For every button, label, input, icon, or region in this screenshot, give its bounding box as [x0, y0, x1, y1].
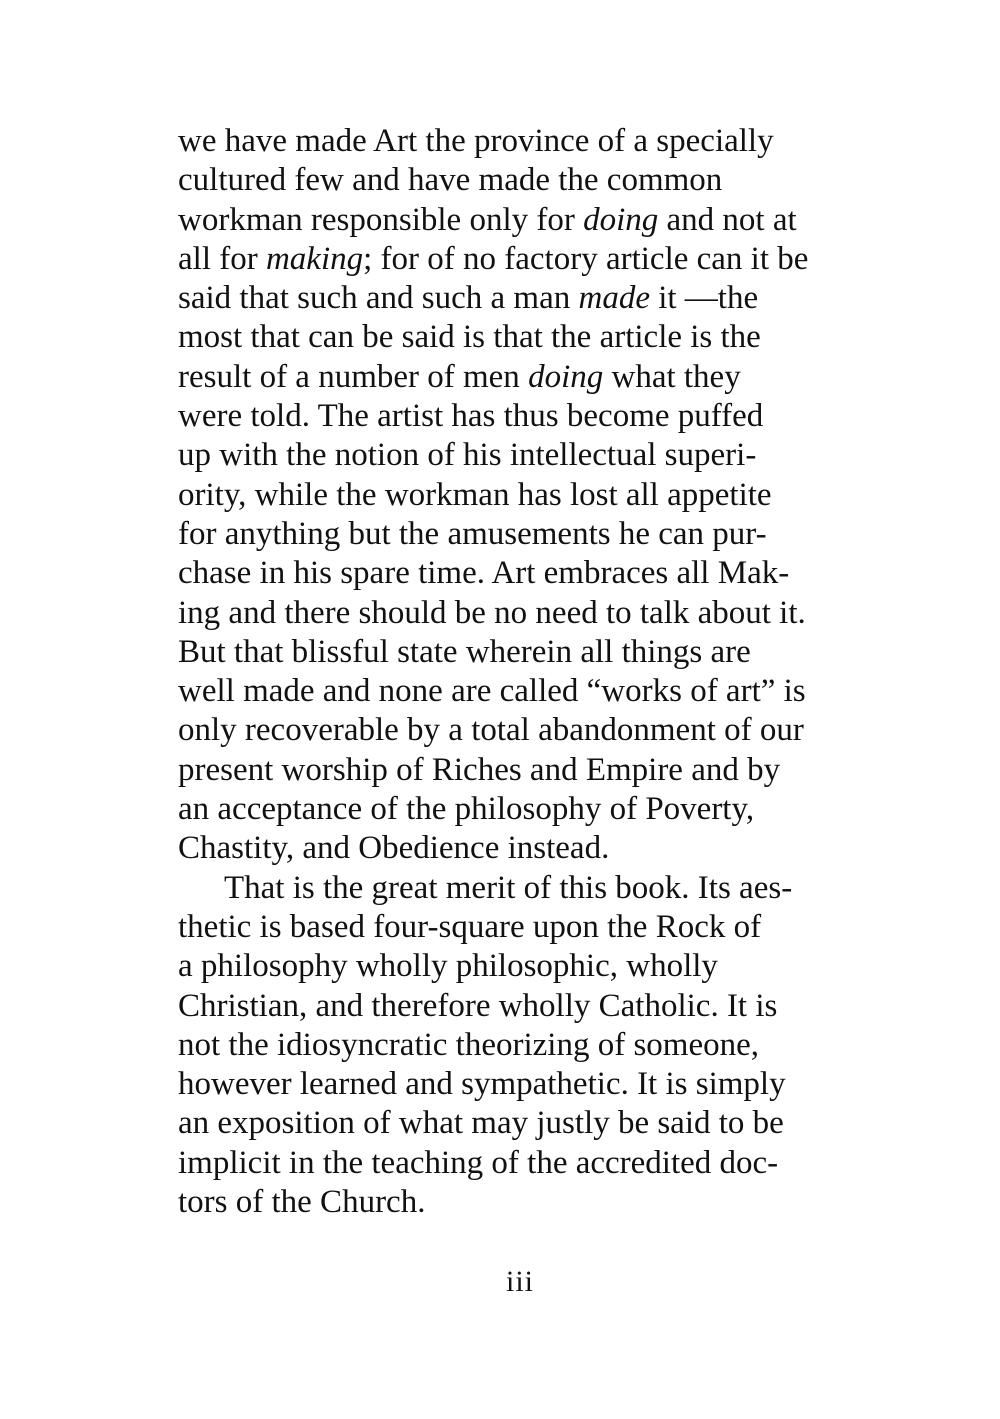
text-line: were told. The artist has thus become puffed — [178, 398, 764, 435]
italic-word: doing — [583, 201, 659, 238]
text-line: present worship of Riches and Empire and by — [178, 751, 781, 788]
text-line: Chastity, and Obedience instead. — [178, 830, 610, 867]
text-run: workman responsible only for — [178, 201, 584, 238]
text-line: cultured few and have made the common — [178, 162, 723, 199]
text-run: said that such and such a man — [178, 280, 579, 317]
text-line: however learned and sympathetic. It is simply — [178, 1066, 786, 1103]
text-line: well made and none are called “works of art” is — [178, 673, 806, 710]
text-line: only recoverable by a total abandonment of our — [178, 712, 804, 749]
text-line: an acceptance of the philosophy of Poverty, — [178, 791, 755, 828]
text-line: But that blissful state wherein all things are — [178, 633, 751, 670]
text-line: for anything but the amusements he can pur- — [178, 515, 767, 552]
text-line: we have made Art the province of a specially — [178, 123, 774, 159]
text-run: and not at — [658, 201, 797, 238]
text-line — [178, 279, 888, 318]
text-line — [178, 201, 888, 240]
text-run: ; for of no factory article can it be — [363, 240, 809, 277]
text-run: all for — [178, 240, 266, 277]
text-line: an exposition of what may justly be said to be — [178, 1105, 784, 1142]
italic-word: doing — [528, 358, 604, 395]
body-text — [178, 122, 888, 1222]
paragraph-start-line: That is the great merit of this book. Its aes- — [224, 869, 793, 906]
text-run: it —the — [649, 280, 759, 317]
text-line: Christian, and therefore wholly Catholic. It is — [178, 987, 778, 1024]
text-line: up with the notion of his intellectual superi- — [178, 437, 757, 474]
italic-word: making — [265, 240, 364, 277]
text-line: implicit in the teaching of the accredited doc- — [178, 1144, 779, 1181]
text-line: most that can be said is that the article is the — [178, 319, 761, 356]
text-line: ing and there should be no need to talk about it. — [178, 594, 806, 631]
text-line: thetic is based four-square upon the Rock of — [178, 908, 762, 945]
text-line: tors of the Church. — [178, 1184, 426, 1221]
text-line: a philosophy wholly philosophic, wholly — [178, 948, 718, 985]
text-run: result of a number of men — [178, 358, 529, 395]
page-number: iii — [505, 1265, 534, 1298]
italic-word: made — [578, 280, 650, 317]
text-run: what they — [603, 358, 741, 395]
text-line — [178, 240, 888, 279]
text-line — [178, 358, 888, 397]
text-line: chase in his spare time. Art embraces all Mak- — [178, 555, 790, 592]
text-line: not the idiosyncratic theorizing of someone, — [178, 1026, 760, 1063]
text-line: ority, while the workman has lost all appetite — [178, 476, 772, 513]
